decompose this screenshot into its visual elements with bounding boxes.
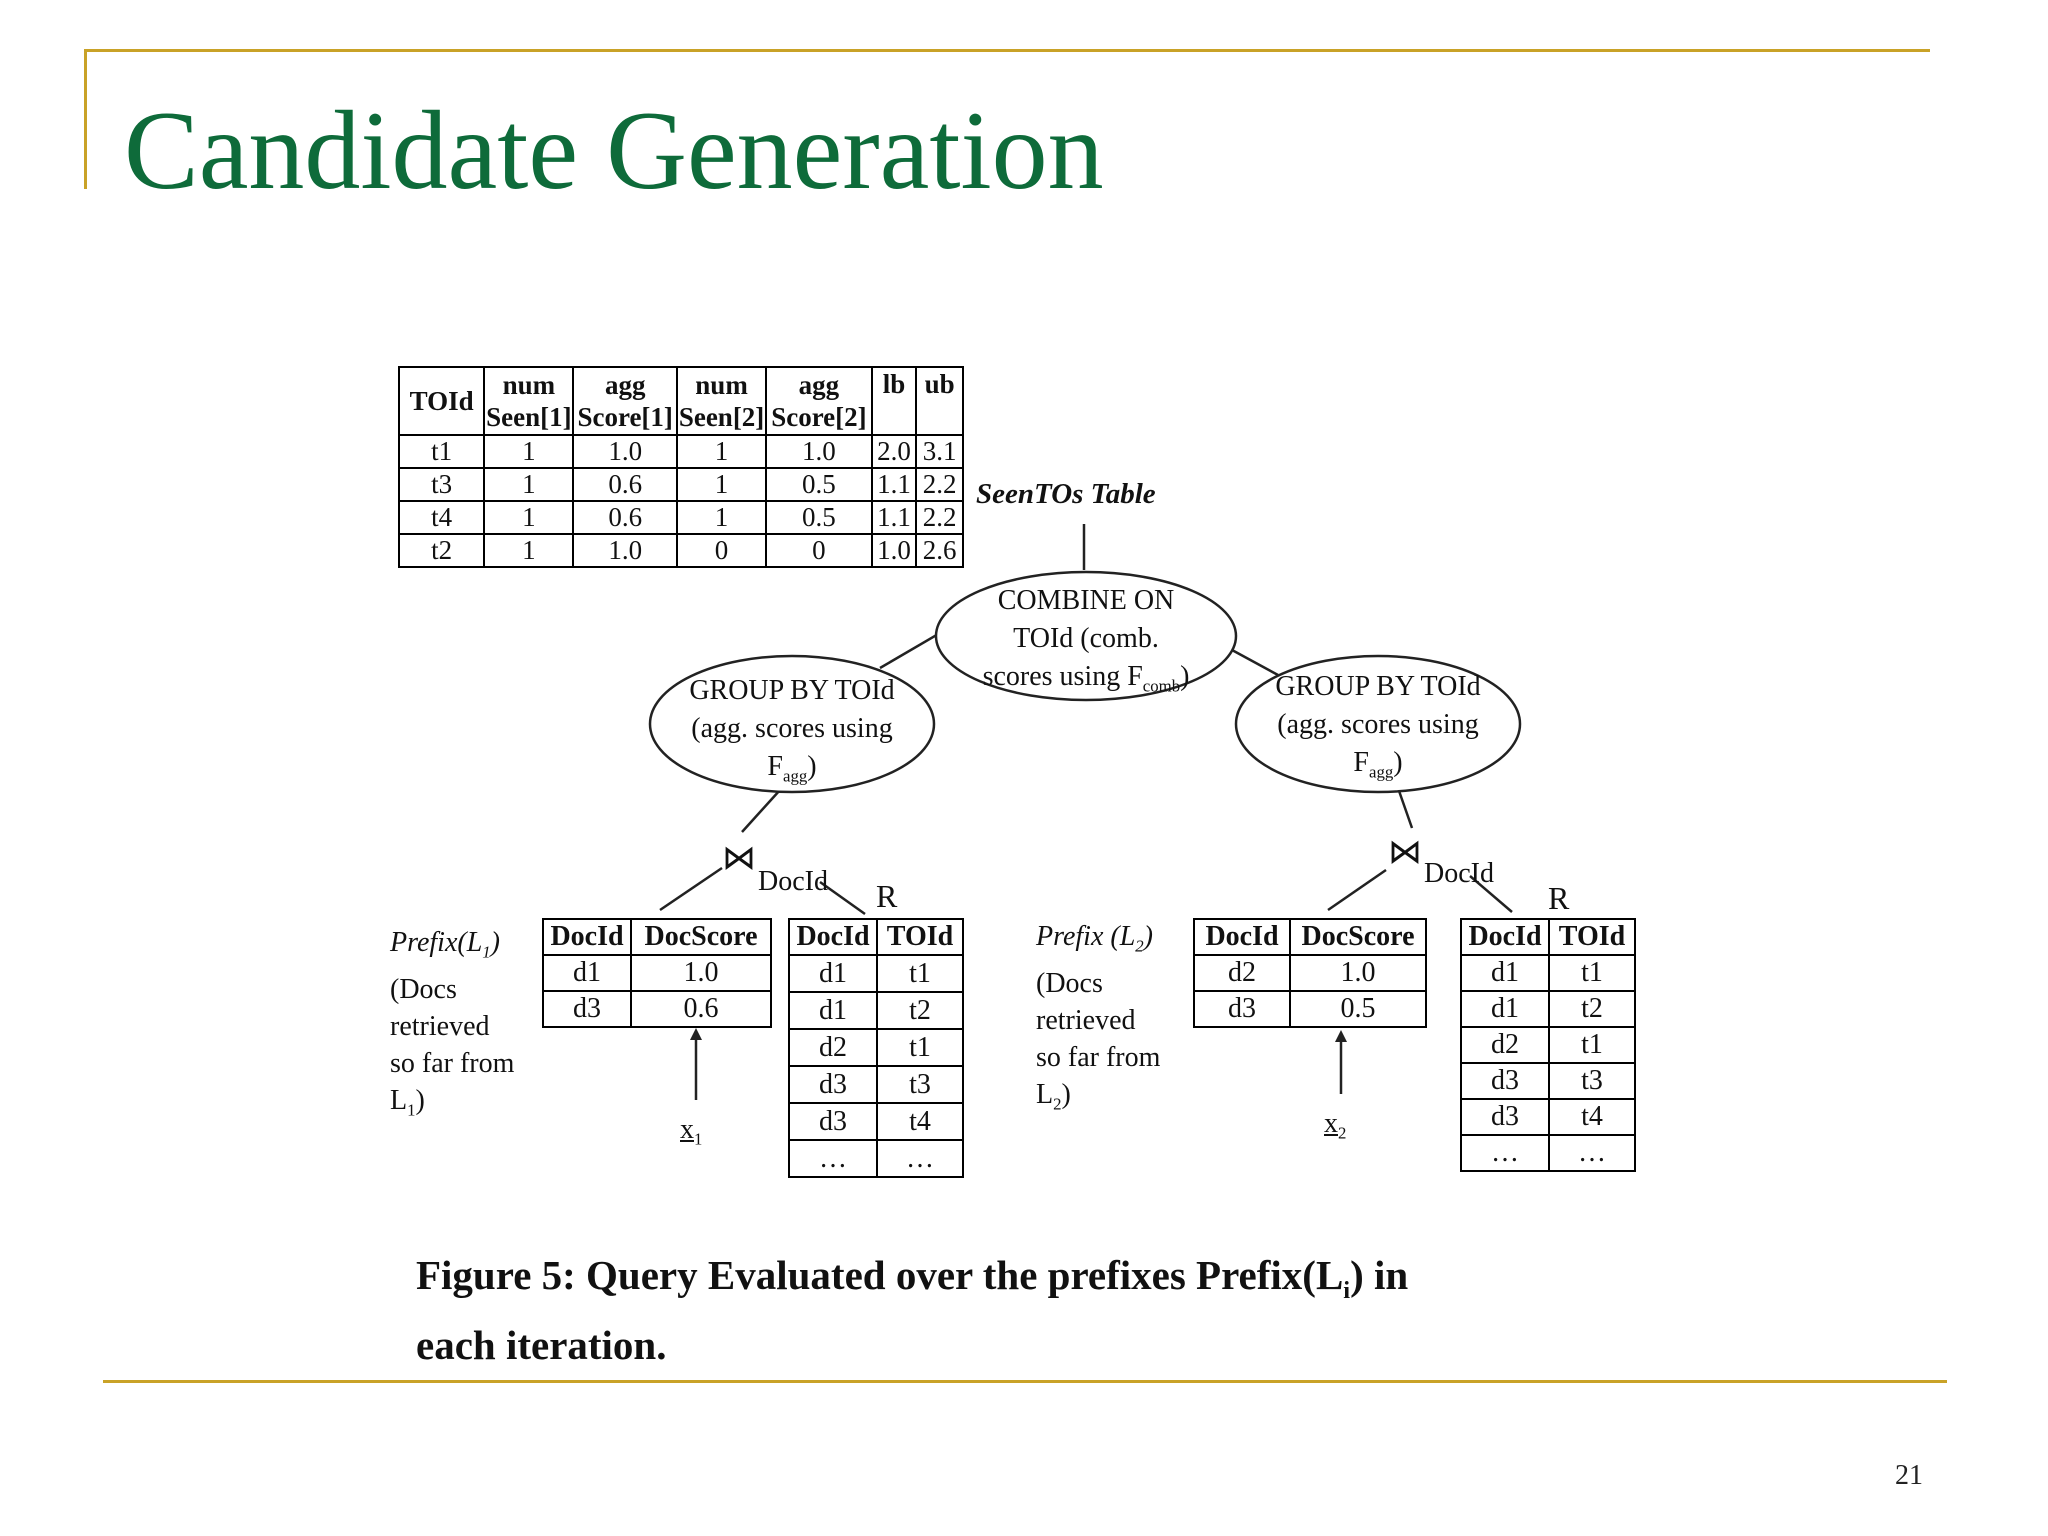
table-cell: t4 [399,501,484,534]
table-cell: d3 [1194,991,1290,1027]
combine-oval-text [946,582,1226,706]
prefix1-desc-line: (Docs [390,973,457,1005]
table-cell: 1.0 [631,955,771,991]
table-row [789,1066,963,1103]
table-cell: d1 [543,955,631,991]
table-cell: t3 [877,1066,963,1103]
table-cell: 1.0 [573,534,676,567]
table-cell: d1 [1461,991,1549,1027]
table-row [789,992,963,1029]
caption-line2: each iteration. [416,1322,667,1369]
prefix1-desc-last: $L_1$) [390,1084,425,1120]
prefix1-header-docscore: DocScore [631,919,771,955]
group-right-line2: (agg. scores using [1277,709,1479,740]
prefix2-desc-line: retrieved [1036,1004,1136,1036]
table-cell: t4 [877,1103,963,1140]
r-left-header-toid: TOId [877,919,963,955]
prefix1-desc-line: retrieved [390,1010,490,1042]
table-row [543,955,771,991]
table-row [1194,991,1426,1027]
group-left-oval-text [652,672,932,796]
caption-line1: Figure 5: Query Evaluated over the prefixes $Prefix(L_i)$ in [416,1252,1409,1305]
table-cell: 2.2 [916,468,963,501]
table-row [399,501,963,534]
table-cell: 1.0 [872,534,917,567]
table-cell: t2 [399,534,484,567]
connector-group-join-left [742,790,780,832]
join-right-attr: DocId [1424,858,1494,889]
table-cell: 1.0 [573,435,676,468]
connector-join-prefix2 [1328,870,1386,910]
combine-oval-line2: TOId (comb. [1013,623,1159,654]
seen-header-numseen2: num Seen[2] [677,367,766,435]
combine-oval-line1: COMBINE ON [997,585,1175,616]
prefix2-desc-last: $L_2$) [1036,1078,1071,1114]
table-cell: 1.0 [1290,955,1426,991]
seen-header-toid: TOId [399,367,484,435]
pointer-x2-label: $x_2$ [1324,1108,1347,1143]
table-cell: t3 [1549,1063,1635,1099]
table-cell: 1 [484,501,573,534]
table-cell: d3 [789,1103,877,1140]
pointer-x2-arrowhead [1335,1030,1347,1042]
table-cell: … [1461,1135,1549,1171]
table-row [1461,1135,1635,1171]
connector-group-join-right [1398,788,1412,828]
join-left-attr: DocId [758,866,828,897]
group-left-line1: GROUP BY TOId [689,675,895,706]
table-cell: 0.5 [766,501,871,534]
table-row [543,991,771,1027]
connector-combine-group-left [880,633,940,668]
table-row [789,1103,963,1140]
table-cell: 0 [677,534,766,567]
join-left-symbol: ⋈ [722,840,756,877]
prefix2-header-docid: DocId [1194,919,1290,955]
table-row [789,955,963,992]
table-row [1194,955,1426,991]
table-cell: 1 [677,468,766,501]
table-cell: t2 [1549,991,1635,1027]
table-cell: d2 [1194,955,1290,991]
table-row [399,468,963,501]
table-cell: t2 [877,992,963,1029]
table-cell: t1 [1549,955,1635,991]
seen-header-numseen1: num Seen[1] [484,367,573,435]
table-cell: d2 [789,1029,877,1066]
group-right-line3: $F_{agg}$) [1353,747,1403,782]
r-left-label: R [876,878,898,914]
table-cell: 1.0 [766,435,871,468]
group-left-line3: $F_{agg}$) [767,751,817,786]
slide-title: Candidate Generation [124,89,1104,213]
table-cell: d2 [1461,1027,1549,1063]
prefix2-header-docscore: DocScore [1290,919,1426,955]
table-row [1461,991,1635,1027]
seen-header-aggscore1: agg Score[1] [573,367,676,435]
prefix1-header-row [543,919,771,955]
table-cell: 0.5 [1290,991,1426,1027]
group-right-oval-text [1238,668,1518,792]
table-cell: t3 [399,468,484,501]
table-cell: 3.1 [916,435,963,468]
prefix1-table [542,918,772,1028]
prefix2-desc-line: (Docs [1036,967,1103,999]
table-cell: d3 [1461,1063,1549,1099]
table-row [1461,955,1635,991]
table-row [1461,1063,1635,1099]
table-cell: 0 [766,534,871,567]
table-row [789,1029,963,1066]
table-cell: … [1549,1135,1635,1171]
figure-caption [416,1248,1408,1372]
page-number: 21 [1895,1460,1923,1491]
table-cell: 1 [484,468,573,501]
r-right-table [1460,918,1636,1172]
r-right-header-docid: DocId [1461,919,1549,955]
prefix2-table [1193,918,1427,1028]
table-cell: 0.6 [573,468,676,501]
prefix2-header-row [1194,919,1426,955]
table-cell: 0.6 [631,991,771,1027]
table-row [1461,1027,1635,1063]
prefix1-header-docid: DocId [543,919,631,955]
table-cell: d1 [1461,955,1549,991]
join-right-symbol: ⋈ [1388,834,1422,871]
table-cell: d1 [789,992,877,1029]
table-cell: t1 [1549,1027,1635,1063]
r-left-header-row [789,919,963,955]
prefix1-desc-line: so far from [390,1047,515,1079]
seen-header-aggscore2: agg Score[2] [766,367,871,435]
prefix2-description [1036,918,1160,1122]
seen-table-header-row [399,367,963,435]
table-cell: 2.2 [916,501,963,534]
pointer-x1-arrowhead [690,1028,702,1040]
table-cell: 0.5 [766,468,871,501]
table-cell: … [877,1140,963,1177]
table-cell: d3 [543,991,631,1027]
seen-tos-table [398,366,964,568]
table-cell: 2.6 [916,534,963,567]
group-right-line1: GROUP BY TOId [1275,671,1481,702]
r-left-table [788,918,964,1178]
pointer-x1-label: $x_1$ [680,1114,703,1149]
r-right-header-row [1461,919,1635,955]
table-cell: d1 [789,955,877,992]
table-row [1461,1099,1635,1135]
seen-table-label: SeenTOs Table [976,478,1156,510]
table-cell: 0.6 [573,501,676,534]
prefix1-description [390,924,514,1128]
table-cell: 1 [677,435,766,468]
table-cell: 1.1 [872,501,917,534]
table-cell: t1 [399,435,484,468]
seen-header-ub: ub [916,367,963,435]
table-cell: 2.0 [872,435,917,468]
table-cell: t4 [1549,1099,1635,1135]
table-cell: 1 [484,435,573,468]
group-left-line2: (agg. scores using [691,713,893,744]
table-cell: t1 [877,1029,963,1066]
prefix1-title: $Prefix(L_1)$ [390,927,500,962]
table-cell: 1 [484,534,573,567]
combine-oval-line3: scores using $F_{comb}$) [982,661,1190,696]
r-right-header-toid: TOId [1549,919,1635,955]
table-row [399,534,963,567]
table-row [399,435,963,468]
table-cell: d3 [1461,1099,1549,1135]
table-row [789,1140,963,1177]
table-cell: t1 [877,955,963,992]
seen-header-lb: lb [872,367,917,435]
r-left-header-docid: DocId [789,919,877,955]
connector-join-prefix1 [660,868,722,910]
table-cell: 1 [677,501,766,534]
prefix2-title: Prefix $(L_2)$ [1036,921,1153,956]
r-right-label: R [1548,880,1570,916]
table-cell: d3 [789,1066,877,1103]
prefix2-desc-line: so far from [1036,1041,1161,1073]
table-cell: … [789,1140,877,1177]
table-cell: 1.1 [872,468,917,501]
